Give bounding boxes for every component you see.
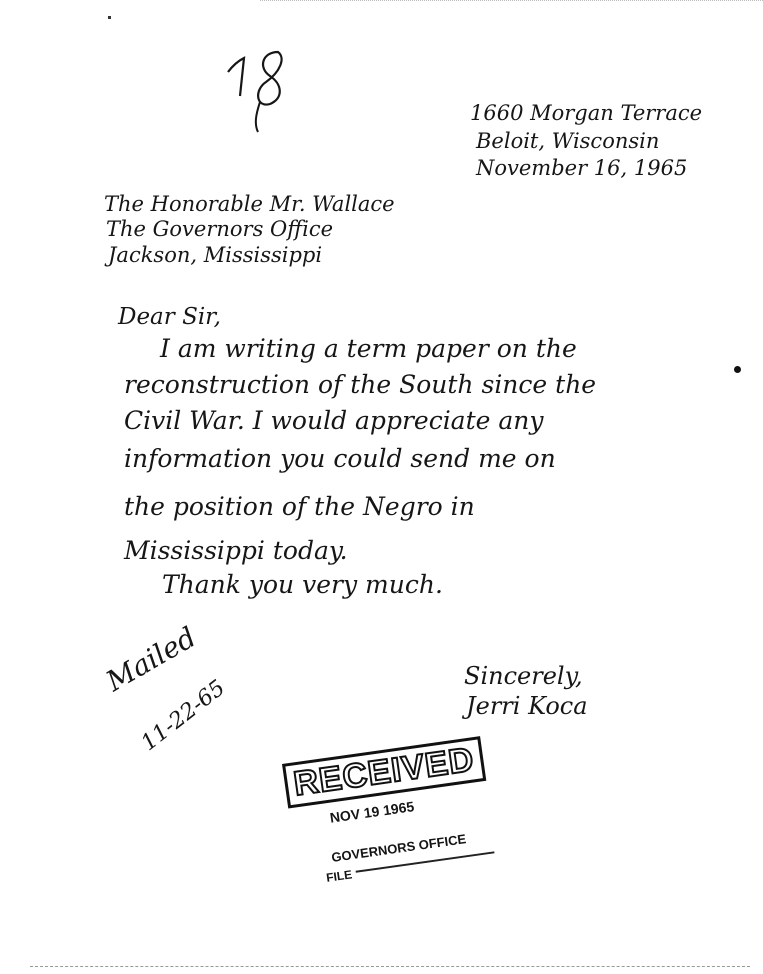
closing: Sincerely,: [464, 662, 583, 690]
body-line-4: information you could send me on: [124, 444, 556, 473]
body-line-6: Mississippi today.: [124, 536, 348, 565]
recipient-line-2: The Governors Office: [106, 217, 334, 241]
annotation-date: 11-22-65: [136, 675, 231, 757]
body-line-2: reconstruction of the South since the: [124, 370, 597, 399]
sender-street: 1660 Morgan Terrace: [470, 101, 703, 125]
signature: Jerri Koca: [466, 692, 588, 720]
body-line-7: Thank you very much.: [162, 570, 443, 599]
stamp-received-word: RECEIVED: [282, 736, 486, 808]
body-line-3: Civil War. I would appreciate any: [124, 406, 544, 435]
stamp-office: GOVERNORS OFFICE: [330, 831, 468, 865]
recipient-line-1: The Honorable Mr. Wallace: [104, 192, 395, 216]
stamp-file-label: FILE: [325, 867, 354, 885]
received-stamp: [282, 736, 498, 893]
salutation: Dear Sir,: [118, 304, 221, 330]
scan-edge-bottom: [30, 966, 750, 967]
annotation-mailed: Mailed: [100, 620, 202, 698]
margin-dot: [734, 366, 741, 373]
letter-date: November 16, 1965: [476, 156, 688, 180]
body-line-5: the position of the Negro in: [124, 492, 475, 521]
stamp-date: NOV 19 1965: [328, 798, 416, 826]
scan-dot: [108, 16, 111, 19]
body-line-1: I am writing a term paper on the: [160, 334, 577, 363]
folder-number-mark: [220, 38, 310, 138]
scan-edge-top: [260, 0, 763, 1]
sender-city: Beloit, Wisconsin: [476, 129, 660, 153]
recipient-line-3: Jackson, Mississippi: [108, 243, 323, 267]
